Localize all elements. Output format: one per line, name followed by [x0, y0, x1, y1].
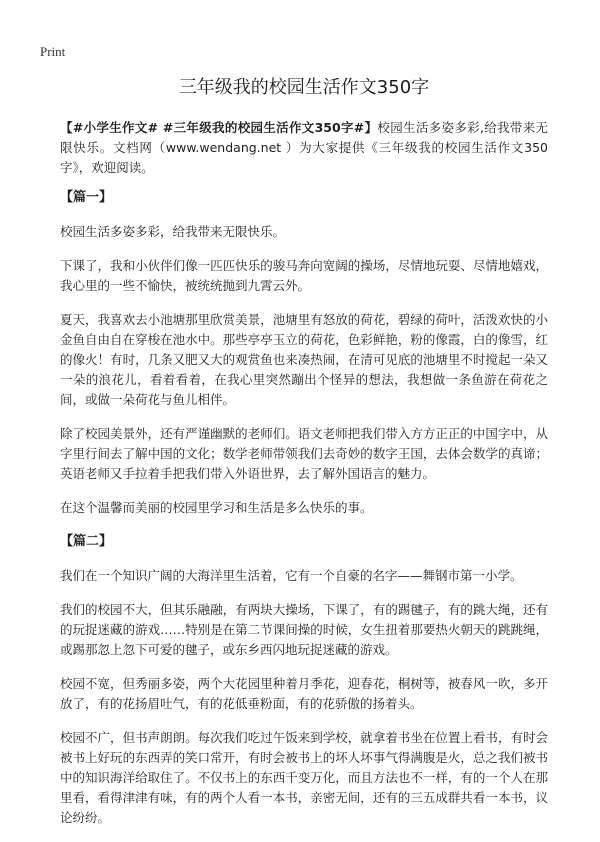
- intro-text: 校园生活多姿多彩,给我带来无限快乐。文档网（www.wendang.net ）为大家提供《三年级我的校园生活作文350字》，欢迎阅读。: [60, 120, 548, 175]
- paragraph: 校园不广，但书声朗朗。每次我们吃过午饭来到学校，就拿着书坐在位置上看书，有时会被书上好玩的东西弄的笑口常开，有时会被书上的坏人坏事气得满腹是火，总之我们被书中的知识海洋给取住了。不仅书上的东西千变万化，而且方法也不一样，有的一个人在那里看，看得津津有味，有的两个人看一本书，亲密无间，还有的三五成群共看一本书，议论纷纷。: [60, 730, 548, 825]
- paragraph: 除了校园美景外，还有严谨幽默的老师们。语文老师把我们带入方方正正的中国字中，从字里行间去了解中国的文化；数学老师带领我们去奇妙的数字王国，去体会数学的真谛；英语老师又手拉着手把我们带入外语世界，去了解外国语言的魅力。: [60, 426, 548, 481]
- print-link[interactable]: Print: [40, 44, 66, 59]
- intro-tags: 【#小学生作文# #三年级我的校园生活作文350字#】: [60, 120, 378, 135]
- paragraph: 我们在一个知识广阔的大海洋里生活着，它有一个自豪的名字——舞钢市第一小学。: [60, 568, 523, 583]
- section-2: [60, 532, 548, 828]
- intro-paragraph: [60, 118, 548, 178]
- document-page: [60, 76, 548, 842]
- document-title: 三年级我的校园生活作文350字: [178, 77, 430, 98]
- paragraph: 夏天，我喜欢去小池塘那里欣赏美景，池塘里有怒放的荷花，碧绿的荷叶，活泼欢快的小金鱼自由自在穿梭在池水中。那些亭亭玉立的荷花，色彩鲜艳，粉的像霞，白的像雪，红的像火！有时，几条又肥又大的观赏鱼也来凑热闹，在清可见底的池塘里不时搅起一朵又一朵的浪花儿，看着看着，在我心里突然蹦出个怪异的想法，我想做一条鱼游在荷花之间，或做一朵荷花与鱼儿相伴。: [60, 312, 548, 407]
- paragraph: 校园生活多姿多彩，给我带来无限快乐。: [60, 224, 286, 239]
- paragraph: 校园不宽，但秀丽多姿，两个大花园里种着月季花，迎春花，桐树等，被春风一吹，多开放了，有的花扬眉吐气，有的花低垂粉面，有的花骄傲的扬着头。: [60, 676, 548, 711]
- section-heading: 【篇一】: [60, 190, 113, 205]
- paragraph: 在这个温馨而美丽的校园里学习和生活是多么快乐的事。: [60, 500, 373, 515]
- paragraph: 下课了，我和小伙伴们像一匹匹快乐的骏马奔向宽阔的操场，尽情地玩耍、尽情地嬉戏，我心里的一些不愉快，被统统抛到九霄云外。: [60, 258, 548, 293]
- section-heading: 【篇二】: [60, 534, 113, 549]
- section-1: [60, 188, 548, 518]
- paragraph: 我们的校园不大，但其乐融融，有两块大操场，下课了，有的踢毽子，有的跳大绳，还有的玩捉迷藏的游戏……特别是在第二节课间操的时候，女生扭着那要热火朝天的跳跳绳，或踢那忽上忽下可爱的毽子，或东乡西闪地玩捉迷藏的游戏。: [60, 602, 548, 657]
